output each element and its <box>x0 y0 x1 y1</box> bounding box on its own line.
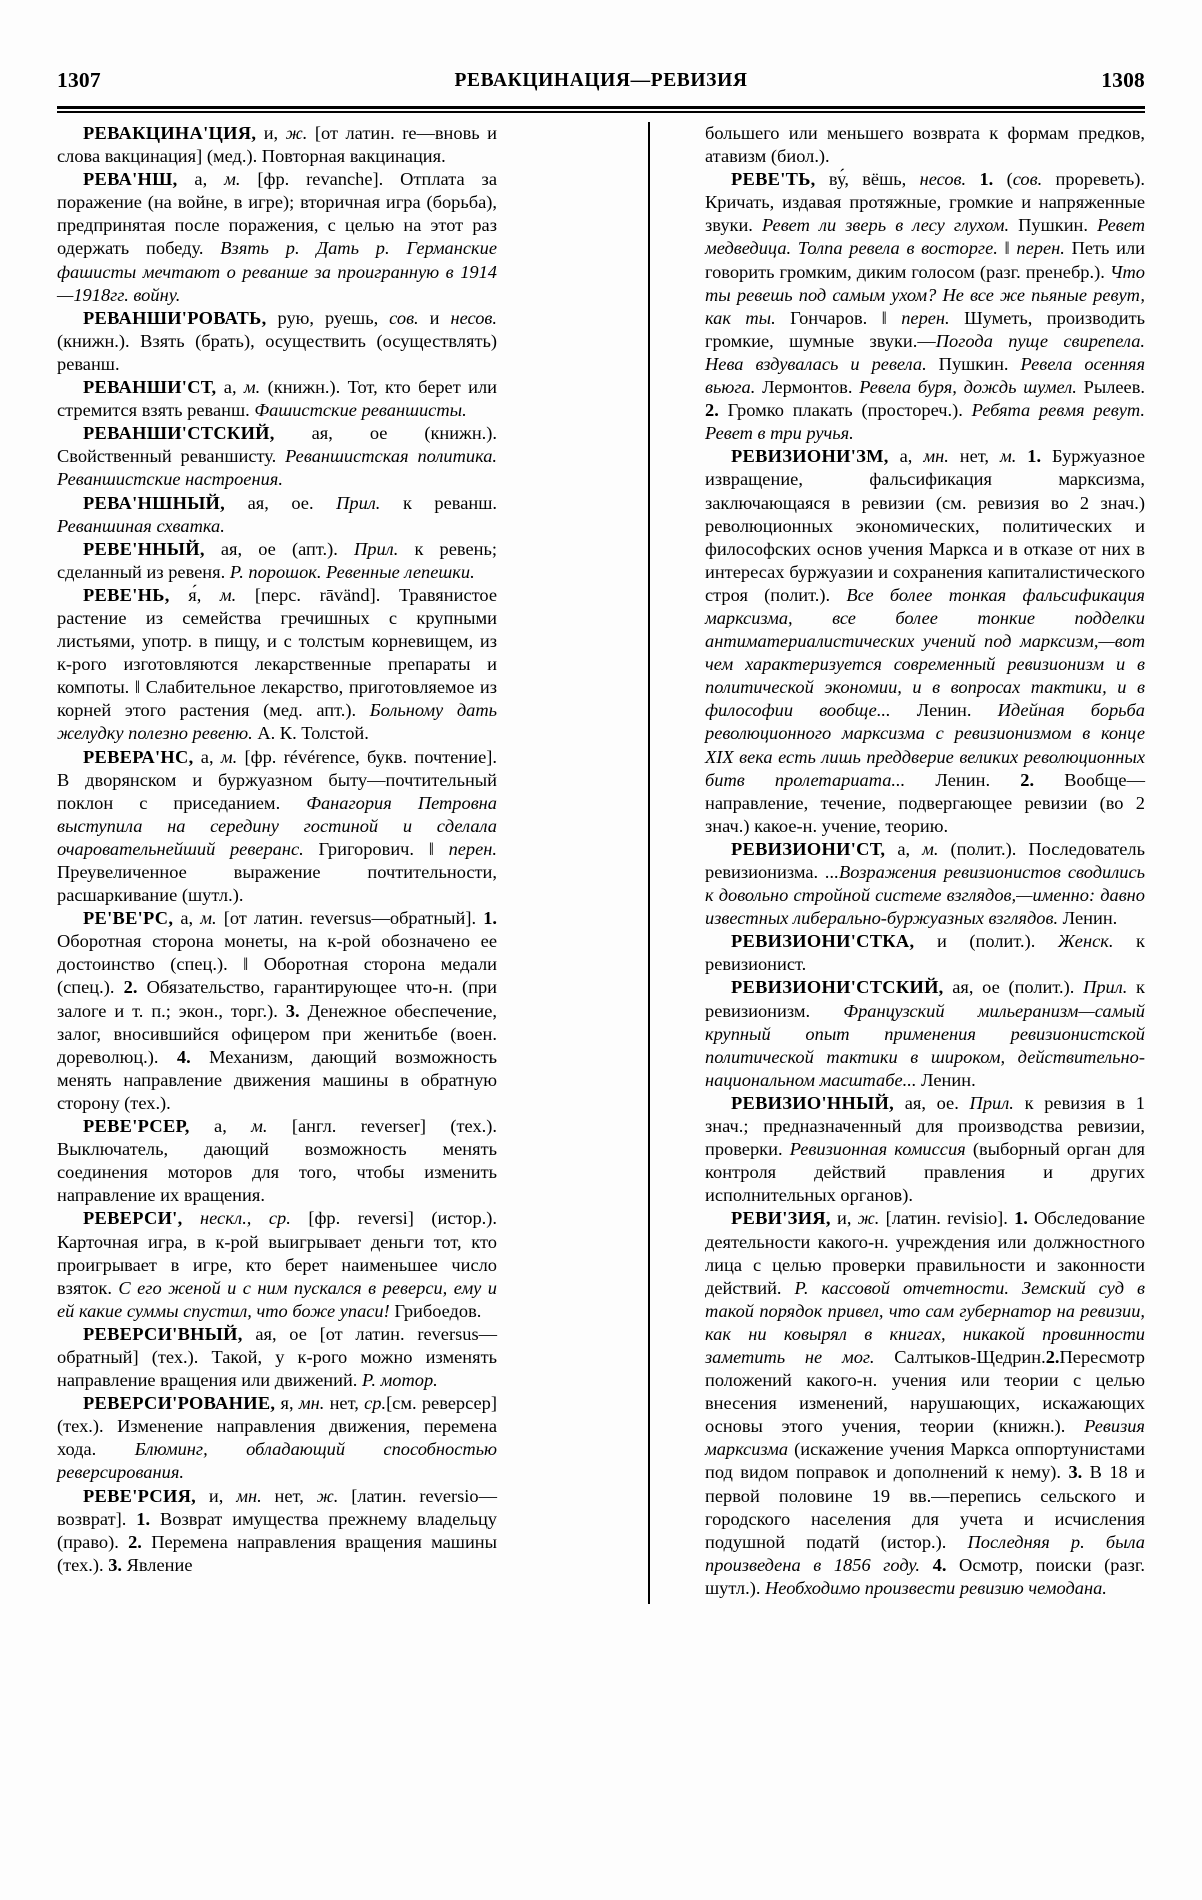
folio-right: 1308 <box>1101 68 1145 92</box>
entry-headword: РЕВЕ'РСИЯ, <box>83 1485 197 1506</box>
header-rule-thin <box>57 111 1145 113</box>
entry-headword: РЕВАНШИ'СТ, <box>83 377 217 398</box>
dictionary-entry <box>57 1207 497 1322</box>
entry-headword: РЕ'ВЕ'РС, <box>83 908 174 929</box>
entry-headword: РЕВИЗИОНИ'ЗМ, <box>731 446 889 467</box>
entry-headword: РЕВАКЦИНА'ЦИЯ, <box>83 123 257 143</box>
entry-headword: РЕВЕРСИ', <box>83 1208 183 1229</box>
column-right <box>705 122 1145 1852</box>
entry-headword: РЕВЕ'ТЬ, <box>731 169 816 190</box>
dictionary-entry <box>705 976 1145 1091</box>
folio-left: 1307 <box>57 68 101 92</box>
dictionary-entry <box>705 1092 1145 1207</box>
entry-headword: РЕВЕ'ННЫЙ, <box>83 538 205 559</box>
entry-body: ая, ое. Прил. к реванш. Реваншиная схватка. <box>57 492 497 536</box>
entry-headword: РЕВЕ'НЬ, <box>83 584 170 605</box>
dictionary-entry <box>705 930 1145 976</box>
column-left <box>57 122 497 1852</box>
entry-body: а, мн. нет, м. 1. Буржуазное извращение, фальсификация марксизма, заключающаяся в ревизии (см. ревизия во 2 знач.) революционных экономических, политических и философских основ учения Маркса и в отказе от них в интересах буржуазии и сохранения капиталистического строя (полит.). Все более тонкая фальсификация марксизма, все более тонкие подделки антиматериалистических учений под марксизм,—вот чем характеризуется современный ревизионизм и в политической экономии, и в вопросах тактики, и в философии вообще... Ленин. Идейная борьба революционного марксизма с ревизионизмом в конце XIX века есть лишь преддверие великих революционных битв пролетариата... Ленин. 2. Вообще—направление, течение, подвергающее ревизии (во 2 знач.) какое-н. учение, теорию. <box>705 446 1145 836</box>
entry-headword: РЕВАНШИ'РОВАТЬ, <box>83 307 267 328</box>
dictionary-entry <box>57 584 497 746</box>
entry-body: большего или меньшего возврата к формам предков, атавизм (биол.). <box>705 123 1145 167</box>
entry-body: а, м. (полит.). Последователь ревизионизма. ...Возражения ревизионистов сводились к довольно стройной системе взглядов,—именно: давно известных либерально-буржуазных взглядов. Ленин. <box>705 838 1145 929</box>
dictionary-entry <box>57 422 497 491</box>
entry-headword: РЕВЕРА'НС, <box>83 746 194 767</box>
dictionary-entry <box>57 492 497 538</box>
dictionary-entry <box>57 1485 497 1577</box>
dictionary-entry <box>57 1115 497 1207</box>
entry-body: ая, ое. Прил. к ревизия в 1 знач.; предназначенный для производства ревизии, проверки. Ревизионная комиссия (выборный орган для контроля действий правления и других исполнительных органов). <box>705 1092 1146 1206</box>
entry-body: и, ж. [латин. revisio]. 1. Обследование деятельности какого-н. учреждения или должностного лица с целью проверки правильности и законности действий. Р. кассовой отчетности. Земский суд в такой порядок привел, что сам губернатор на ревизии, как ни ковырял в книгах, никакой провинности заметить не мог. Салтыков-Щедрин.2.Пересмотр положений какого-н. учения или теории с целью внесения изменений, нарушающих, искажающих основы этого учения, теории (книжн.). Ревизия марксизма (искажение учения Маркса оппортунистами под видом поправок и дополнений к нему). 3. В 18 и первой половине 19 вв.—перепись сельского и городского населения для учета и исчисления подушной податй (истор.). Последняя р. была произведена в 1856 году. 4. Осмотр, поиски (разг. шутл.). Необходимо произвести ревизию чемодана. <box>705 1208 1146 1598</box>
dictionary-entry <box>705 838 1145 930</box>
entry-body: нескл., ср. [фр. reversi] (истор.). Карточная игра, в к-рой выигрывает деньги тот, кто проигрывает в игре, кто берет наименьшее число взяток. С его женой и с ним пускался в реверси, ему и ей какие суммы спустил, что боже упаси! Грибоедов. <box>57 1208 497 1321</box>
entry-body: а, м. [англ. reverser] (тех.). Выключатель, дающий возможность менять соединения моторов для того, чтобы изменить направление их вращения. <box>57 1116 497 1206</box>
dictionary-entry <box>57 907 497 1115</box>
entry-body: а, м. [фр. revanche]. Отплата за поражение (на войне, в игре); вторичная игра (борьба), предпринятая после поражения, с целью на этот раз одержать победу. Взять р. Дать р. Германские фашисты мечтают о реванше за проигранную в 1914—1918гг. войну. <box>57 169 497 305</box>
dictionary-entry <box>57 307 497 376</box>
entry-headword: РЕВИЗИОНИ'СТСКИЙ, <box>731 977 944 998</box>
entry-body: ая, ое (апт.). Прил. к ревень; сделанный из ревеня. Р. порошок. Ревенные лепешки. <box>57 538 497 582</box>
entry-headword: РЕВИ'ЗИЯ, <box>731 1208 831 1229</box>
entry-body: рую, руешь, сов. и несов. (книжн.). Взять (брать), осуществить (осуществлять) реванш. <box>57 307 497 374</box>
entry-body: а, м. [от латин. reversus—обратный]. 1. Оборотная сторона монеты, на к-рой обозначено ее достоинство (спец.). ‖ Оборотная сторона медали (спец.). 2. Обязательство, гарантирующее что-н. (при залоге и т. п.; экон., торг.). 3. Денежное обеспечение, залог, вносившийся офицером при женитьбе (воен. дореволюц.). 4. Механизм, дающий возможность менять направление движения машины в обратную сторону (тех.). <box>57 908 497 1113</box>
entry-body: ая, ое (полит.). Прил. к ревизионизм. Французский мильеранизм—самый крупный опыт применения ревизионистской политической тактики в широком, действительно-национальном масштабе... Ленин. <box>705 977 1145 1090</box>
dictionary-entry <box>57 168 497 307</box>
running-head-title: РЕВАКЦИНАЦИЯ—РЕВИЗИЯ <box>454 70 748 91</box>
entry-headword: РЕВЕ'РСЕР, <box>83 1116 190 1137</box>
entry-headword: РЕВА'НШНЫЙ, <box>83 492 226 513</box>
entry-body: и, ж. [от латин. re—вновь и слова вакцинация] (мед.). Повторная вакцинация. <box>57 123 498 167</box>
dictionary-entry <box>705 445 1145 838</box>
running-head <box>57 68 1145 102</box>
entry-headword: РЕВЕРСИ'РОВАНИЕ, <box>83 1393 276 1414</box>
entry-body: а, м. (книжн.). Тот, кто берет или стремится взять реванш. Фашистские реваншисты. <box>57 377 497 421</box>
entry-body: ву́, вёшь, несов. 1. (сов. прореветь). Кричать, издавая протяжные, громкие и напряженные звуки. Ревет ли зверь в лесу глухом. Пушкин. Ревет медведица. Толпа ревела в восторге. ‖ перен. Петь или говорить громким, диким голосом (разг. пренебр.). Что ты ревешь под самым ухом? Не все же пьяные ревут, как ты. Гончаров. ‖ перен. Шуметь, производить громкие, шумные звуки.—Погода пуще свирепела. Нева вздувалась и ревела. Пушкин. Ревела осенняя вьюга. Лермонтов. Ревела буря, дождь шумел. Рылеев. 2. Громко плакать (простореч.). Ребята ревмя ревут. Ревет в три ручья. <box>705 169 1146 444</box>
entry-headword: РЕВИЗИОНИ'СТКА, <box>731 931 915 952</box>
entry-headword: РЕВЕРСИ'ВНЫЙ, <box>83 1323 243 1344</box>
entry-body: ая, ое (книжн.). Свойственный реваншисту. Реваншистская политика. Реваншистские настроения. <box>57 423 498 490</box>
dictionary-entry <box>57 1323 497 1392</box>
entry-body: и (полит.). Женск. к ревизионист. <box>705 931 1145 975</box>
column-divider <box>648 122 650 1604</box>
dictionary-entry-continuation <box>705 122 1145 168</box>
dictionary-entry <box>57 122 497 168</box>
body-columns <box>57 122 1145 1852</box>
entry-headword: РЕВИЗИОНИ'СТ, <box>731 838 886 859</box>
entry-body: я, мн. нет, ср.[см. реверсер] (тех.). Изменение направления движения, перемена хода. Блюминг, обладающий способностью реверсирования. <box>57 1393 497 1483</box>
header-rule <box>57 106 1145 113</box>
entry-headword: РЕВИЗИО'ННЫЙ, <box>731 1092 894 1113</box>
dictionary-entry <box>705 168 1145 445</box>
dictionary-entry <box>57 746 497 908</box>
dictionary-entry <box>705 1207 1145 1600</box>
entry-body: я́, м. [перс. rāvänd]. Травянистое растение из семейства гречишных с крупными листьями, употр. в пищу, и с толстым корневищем, из к-рого изготовляются лекарственные препараты и компоты. ‖ Слабительное лекарство, приготовляемое из корней этого растения (мед. апт.). Больному дать желудку полезно ревеню. А. К. Толстой. <box>57 584 497 744</box>
entry-body: а, м. [фр. révérence, букв. почтение]. В дворянском и буржуазном быту—почтительный поклон с приседанием. Фанагория Петровна выступила на середину гостиной и сделала очаровательнейший реверанс. Григорович. ‖ перен. Преувеличенное выражение почтительности, расшаркивание (шутл.). <box>57 746 498 906</box>
dictionary-entry <box>57 538 497 584</box>
entry-headword: РЕВА'НШ, <box>83 169 178 190</box>
entry-body: и, мн. нет, ж. [латин. reversio—возврат]. 1. Возврат имущества прежнему владельцу (право). 2. Перемена направления вращения машины (тех.). 3. Явление <box>57 1485 498 1575</box>
entry-headword: РЕВАНШИ'СТСКИЙ, <box>83 423 275 444</box>
dictionary-entry <box>57 376 497 422</box>
entry-body: ая, ое [от латин. reversus—обратный] (тех.). Такой, у к-рого можно изменять направление вращения или движений. Р. мотор. <box>57 1323 497 1391</box>
dictionary-entry <box>57 1392 497 1484</box>
